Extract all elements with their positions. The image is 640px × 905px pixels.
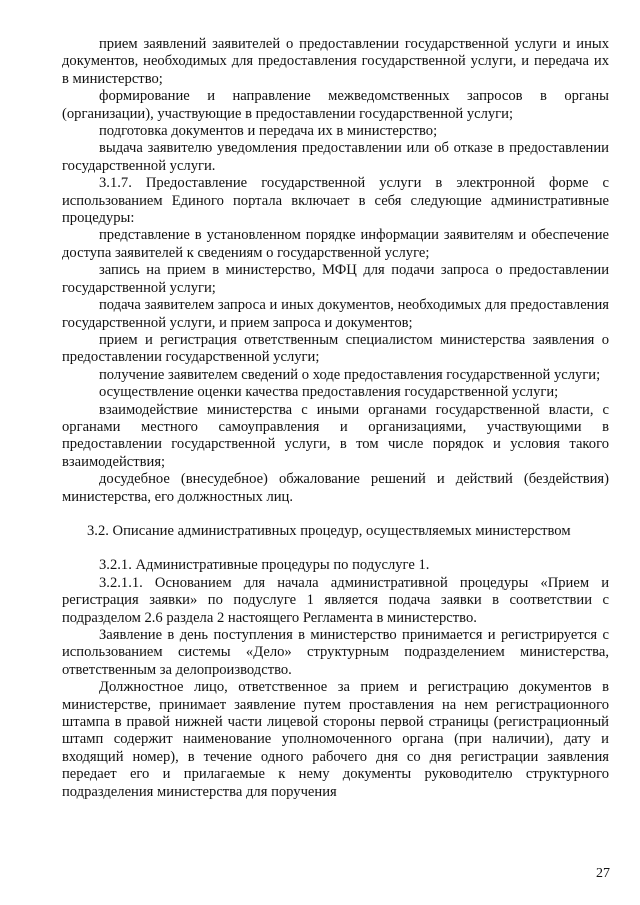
spacer (62, 506, 609, 523)
paragraph: подача заявителем запроса и иных документов, необходимых для предоставления государственной услуги, и прием запроса и документов; (62, 297, 609, 331)
paragraph: подготовка документов и передача их в министерство; (99, 123, 438, 140)
paragraph: Должностное лицо, ответственное за прием и регистрацию документов в министерстве, принимает заявление путем проставления на нем регистрационного штампа в правой нижней части лицевой стороны первой страницы (регистрационный штамп содержит наименование уполномоченного органа (при наличии), дату и входящий номер), в течение одного рабочего дня со дня регистрации заявления передает его и прилагаемые к нему документы руководителю структурного подразделения министерства для поручения (62, 679, 609, 800)
paragraph: 3.1.7. Предоставление государственной услуги в электронной форме с использованием Единого портала включает в себя следующие административные процедуры: (62, 175, 609, 227)
paragraph: досудебное (внесудебное) обжалование решений и действий (бездействия) министерства, его должностных лиц. (62, 471, 609, 505)
paragraph: прием заявлений заявителей о предоставлении государственной услуги и иных документов, необходимых для предоставления государственной услуги, и передача их в министерство; (62, 36, 609, 87)
paragraph: формирование и направление межведомственных запросов в органы (организации), участвующие в предоставлении государственной услуги; (62, 88, 609, 122)
paragraph: получение заявителем сведений о ходе предоставления государственной услуги; (99, 366, 601, 383)
paragraph: выдача заявителю уведомления предоставлении или об отказе в предоставлении государственной услуги. (62, 140, 609, 174)
paragraph: взаимодействие министерства с иными органами государственной власти, с органами местного самоуправления и организациями, участвующими в предоставлении государственной услуги, в том числе порядок и условия такого взаимодействия; (62, 401, 609, 470)
paragraph: запись на прием в министерство, МФЦ для подачи запроса о предоставлении государственной услуги; (62, 262, 609, 296)
spacer (62, 540, 609, 557)
paragraph: представление в установленном порядке информации заявителям и обеспечение доступа заявителей к сведениям о государственной услуге; (62, 227, 609, 261)
paragraph: осуществление оценки качества предоставления государственной услуги; (99, 384, 559, 401)
paragraph: Заявление в день поступления в министерство принимается и регистрируется с использованием системы «Дело» структурным подразделением министерства, ответственным за делопроизводство. (62, 627, 609, 678)
section-heading: 3.2. Описание административных процедур, осуществляемых министерством (87, 522, 571, 539)
paragraph: прием и регистрация ответственным специалистом министерства заявления о предоставлении государственной услуги; (62, 331, 609, 366)
page-number: 27 (596, 866, 610, 881)
subsection-heading: 3.2.1. Административные процедуры по подуслуге 1. (99, 557, 430, 574)
paragraph: 3.2.1.1. Основанием для начала административной процедуры «Прием и регистрация заявки» по подуслуге 1 является подача заявки в соответствии с подразделом 2.6 раздела 2 настоящего Регламента в министерство. (62, 574, 609, 626)
